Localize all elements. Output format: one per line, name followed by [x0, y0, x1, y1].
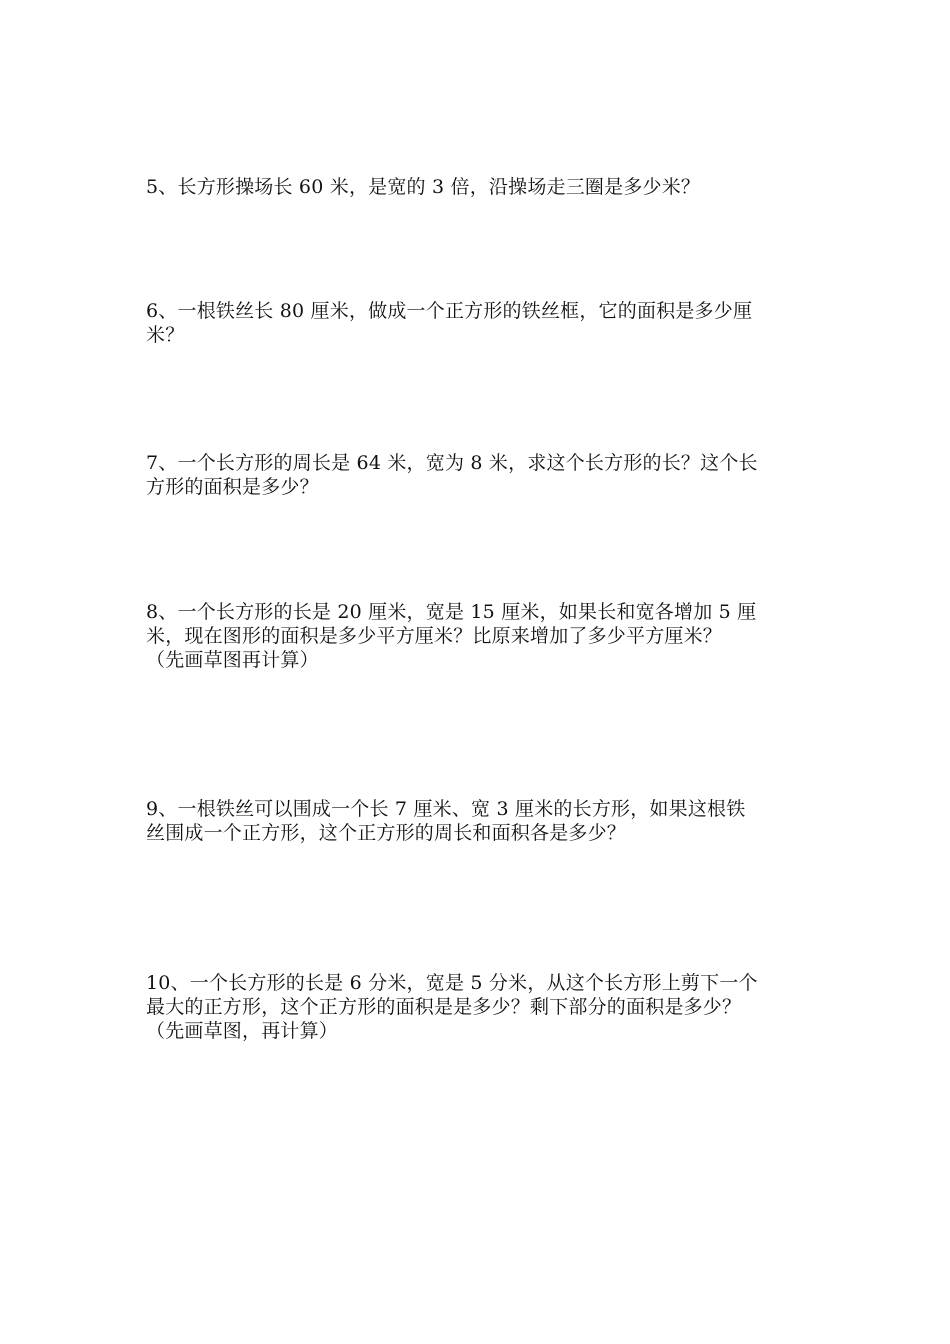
problem-8-line-1: 8、一个长方形的长是 20 厘米，宽是 15 厘米，如果长和宽各增加 5 厘 [146, 601, 757, 623]
problem-10-line-3: （先画草图，再计算） [146, 1020, 339, 1042]
problem-5 [146, 175, 836, 199]
problem-10-line-2: 最大的正方形，这个正方形的面积是是多少？剩下部分的面积是多少？ [146, 996, 742, 1018]
problem-10 [146, 971, 836, 1043]
problem-9-line-1: 9、一根铁丝可以围成一个长 7 厘米、宽 3 厘米的长方形，如果这根铁 [146, 798, 746, 820]
problem-7-line-1: 7、一个长方形的周长是 64 米，宽为 8 米，求这个长方形的长？这个长 [146, 452, 758, 474]
problem-8-line-2: 米，现在图形的面积是多少平方厘米？比原来增加了多少平方厘米？ [146, 625, 723, 647]
problem-7 [146, 451, 836, 499]
problem-6 [146, 299, 836, 347]
problem-7-line-2: 方形的面积是多少？ [146, 476, 319, 498]
problem-9 [146, 797, 836, 845]
problem-5-line-1: 5、长方形操场长 60 米，是宽的 3 倍，沿操场走三圈是多少米？ [146, 176, 701, 198]
problem-8-line-3: （先画草图再计算） [146, 649, 319, 671]
problem-10-line-1: 10、一个长方形的长是 6 分米，宽是 5 分米，从这个长方形上剪下一个 [146, 972, 758, 994]
problem-9-line-2: 丝围成一个正方形，这个正方形的周长和面积各是多少？ [146, 822, 627, 844]
problem-8 [146, 600, 836, 672]
problem-6-line-2: 米？ [146, 324, 185, 346]
problem-6-line-1: 6、一根铁丝长 80 厘米，做成一个正方形的铁丝框，它的面积是多少厘 [146, 300, 753, 322]
